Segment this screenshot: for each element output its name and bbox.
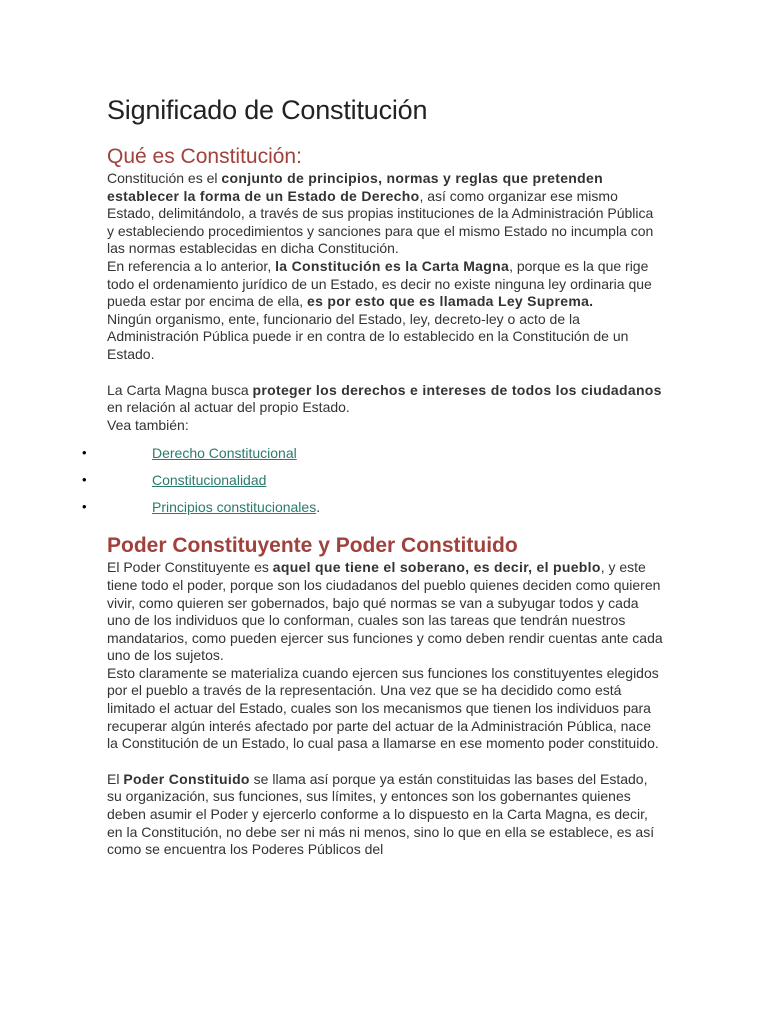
paragraph: Constitución es el conjunto de principios, normas y reglas que pretenden establecer la forma de un Estado de Derecho, así como organizar ese mismo Estado, delimitándolo, a través de sus propias instituciones de la Administración Pública y estableciendo procedimientos y sanciones para que el mismo Estado no incumpla con las normas establecidas en dicha Constitución. [107, 170, 654, 257]
bold-text: la Constitución es la Carta Magna [275, 257, 510, 274]
bold-text: aquel que tiene el soberano, es decir, el pueblo [272, 559, 601, 576]
paragraph: En referencia a lo anterior, la Constitución es la Carta Magna, porque es la que rige todo el ordenamiento jurídico de un Estado, es decir no existe ninguna ley ordinaria que pueda estar por encima de ella, es por esto que es llamada Ley Suprema. [107, 257, 652, 310]
related-links-list [82, 444, 663, 525]
paragraph: Esto claramente se materializa cuando ejercen sus funciones los constituyentes elegidos por el pueblo a través de la representación. Una vez que se ha decidido como está limitado el actuar del Estado, cuales son los mecanismos que tienen los individuos para recuperar algún interés afectado por parte del actuar de la Administración Pública, nace la Constitución de un Estado, lo cual pasa a llamarse en ese momento poder constituido. [107, 664, 659, 752]
paragraph: La Carta Magna busca proteger los derechos e intereses de todos los ciudadanos en relación al actuar del propio Estado. [107, 381, 662, 416]
paragraph-gap [107, 364, 663, 382]
bullet-icon: • [82, 445, 87, 461]
bullet-icon: • [82, 472, 87, 488]
section-heading-poder: Poder Constituyente y Poder Constituido [107, 534, 518, 558]
link-principios-constitucionales[interactable]: Principios constitucionales. [152, 499, 321, 516]
document-page [82, 90, 663, 859]
see-also-label: Vea también: [107, 416, 189, 433]
link-derecho-constitucional[interactable]: Derecho Constitucional [152, 445, 297, 462]
bullet-icon: • [82, 499, 87, 515]
bold-text: conjunto de principios, normas y reglas que pretenden establecer la forma de un Estado de Derecho [107, 170, 603, 204]
list-item [82, 471, 663, 498]
paragraph: El Poder Constituido se llama así porque ya están constituidas las bases del Estado, su organización, sus funciones, sus límites, y entonces son los gobernantes quienes deben asumir el Poder y ejercerlo conforme a lo dispuesto en la Carta Magna, es decir, en la Constitución, no debe ser ni más ni menos, sino lo que en ella se establece, es así como se encuentra los Poderes Públicos del [107, 770, 655, 858]
link-constitucionalidad[interactable]: Constitucionalidad [152, 472, 267, 489]
bold-text: es por esto que es llamada Ley Suprema. [307, 293, 594, 310]
bold-text: proteger los derechos e intereses de todos los ciudadanos [252, 381, 662, 398]
paragraph: El Poder Constituyente es aquel que tiene el soberano, es decir, el pueblo, y este tiene todo el poder, porque son los ciudadanos del pueblo quienes deciden como quieren vivir, como quieren ser gobernados, bajo qué normas se van a subyugar todos y cada uno de los individuos que lo conforman, cuales son las tareas que tendrán nuestros mandatarios, como pueden ejercer sus funciones y como deben rendir cuentas ante cada uno de los sujetos. [107, 559, 663, 664]
list-item [82, 444, 663, 471]
section-heading-que-es: Qué es Constitución: [107, 145, 302, 168]
paragraph-gap [107, 753, 663, 771]
list-item [82, 498, 663, 525]
paragraph: Ningún organismo, ente, funcionario del Estado, ley, decreto-ley o acto de la Administración Pública puede ir en contra de lo establecido en la Constitución de un Estado. [107, 310, 629, 362]
page-title: Significado de Constitución [107, 95, 428, 125]
bold-text: Poder Constituido [123, 770, 250, 787]
